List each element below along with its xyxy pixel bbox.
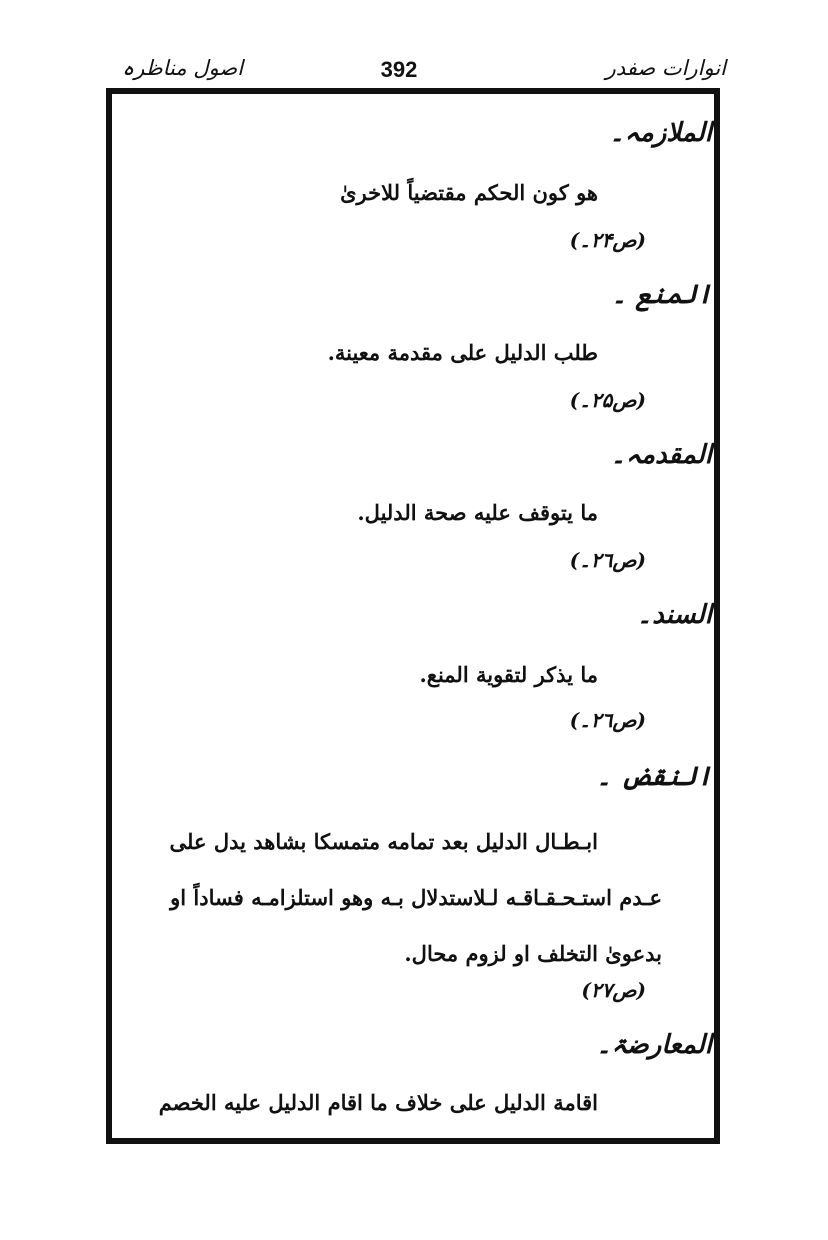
definition-paragraph xyxy=(162,814,662,982)
page-reference: (ص۲٦۔) xyxy=(569,548,646,572)
book-title: انوارات صفدر xyxy=(605,56,726,80)
term-heading: النقض ۔ xyxy=(596,762,712,792)
term-heading: الملازمہ۔ xyxy=(609,118,712,148)
definition: طلب الدليل على مقدمة معينة. xyxy=(327,340,598,365)
paragraph-line: ابـطـال الدليل بعد تمامه متمسكا بشاهد يدل على xyxy=(169,829,598,854)
term-heading: السند۔ xyxy=(636,600,712,630)
page-reference: (ص۲۵۔) xyxy=(569,388,646,412)
term-heading: المعارضۃ۔ xyxy=(596,1030,712,1060)
definition: هو كون الحكم مقتضياً للاخرىٰ xyxy=(340,180,598,205)
page-reference: (ص۲۷) xyxy=(581,978,646,1002)
definition: ما يتوقف عليه صحة الدليل. xyxy=(357,500,598,525)
paragraph-line: بدعوىٰ التخلف او لزوم محال. xyxy=(404,941,662,966)
definition: ما يذكر لتقوية المنع. xyxy=(419,662,598,687)
section-title: اصول مناظرہ xyxy=(122,56,244,80)
page-reference: (ص۲٦۔) xyxy=(569,708,646,732)
page-number: 392 xyxy=(380,57,418,82)
page-reference: (ص۲۴۔) xyxy=(569,228,646,252)
term-heading: المنع ۔ xyxy=(611,280,712,310)
paragraph-line: عـدم استـحـقـاقـه لـلاستدلال بـه وهو استلزامـه فساداً او xyxy=(170,885,662,910)
term-heading: المقدمہ۔ xyxy=(610,440,712,470)
definition: اقامة الدليل على خلاف ما اقام الدليل عليه الخصم xyxy=(158,1090,598,1115)
